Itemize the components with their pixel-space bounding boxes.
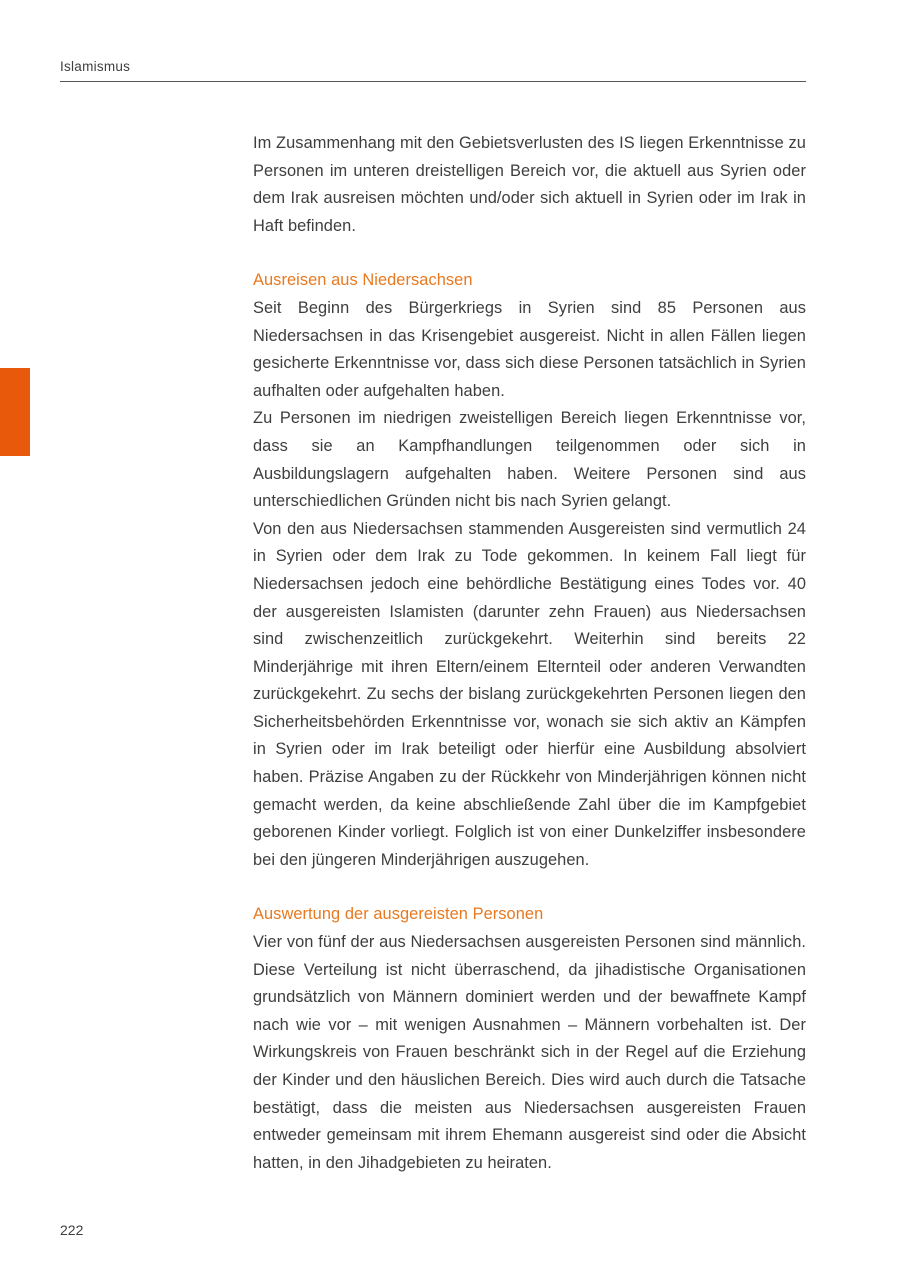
section-heading-auswertung: Auswertung der ausgereisten Personen	[253, 905, 544, 924]
running-header: Islamismus	[60, 59, 131, 74]
header-rule	[60, 81, 806, 82]
intro-paragraph: Im Zusammenhang mit den Gebietsverlusten des IS liegen Erkenntnisse zu Personen im unteren dreistelligen Bereich vor, die aktuell aus Syrien oder dem Irak ausreisen möchten und/oder sich aktuell in Syrien oder im Irak in Haft befinden.	[253, 134, 806, 235]
page-number: 222	[60, 1222, 84, 1238]
paragraph: Seit Beginn des Bürgerkriegs in Syrien sind 85 Personen aus Niedersachsen in das Krisengebiet ausgereist. Nicht in allen Fällen liegen gesicherte Erkenntnisse vor, dass sich diese Personen tatsächlich in Syrien aufhalten oder aufgehalten haben.	[253, 298, 806, 400]
body-column	[253, 130, 806, 1177]
paragraph: Vier von fünf der aus Niedersachsen ausgereisten Personen sind männlich. Diese Verteilung ist nicht überraschend, da jihadistische Organisationen grundsätzlich von Männern dominiert werden und der bewaffnete Kampf nach wie vor – mit wenigen Ausnahmen – Männern vorbehalten ist. Der Wirkungskreis von Frauen beschränkt sich in der Regel auf die Erziehung der Kinder und den häuslichen Bereich. Dies wird auch durch die Tatsache bestätigt, dass die meisten aus Niedersachsen ausgereisten Frauen entweder gemeinsam mit ihrem Ehemann ausgereist sind oder die Absicht hatten, in den Jihadgebieten zu heiraten.	[253, 933, 806, 1172]
paragraph: Von den aus Niedersachsen stammenden Ausgereisten sind vermutlich 24 in Syrien oder dem Irak zu Tode gekommen. In keinem Fall liegt für Niedersachsen jedoch eine behördliche Bestätigung eines Todes vor. 40 der ausgereisten Islamisten (darunter zehn Frauen) aus Niedersachsen sind zwischenzeitlich zurückgekehrt. Weiterhin sind bereits 22 Minderjährige mit ihren Eltern/einem Elternteil oder anderen Verwandten zurückgekehrt. Zu sechs der bislang zurückgekehrten Personen liegen den Sicherheitsbehörden Erkenntnisse vor, wonach sie sich aktiv an Kämpfen in Syrien oder im Irak beteiligt oder hierfür eine Ausbildung absolviert haben. Präzise Angaben zu der Rückkehr von Minderjährigen können nicht gemacht werden, da keine abschließende Zahl über die im Kampfgebiet geborenen Kinder vorliegt. Folglich ist von einer Dunkelziffer insbesondere bei den jüngeren Minderjährigen auszugehen.	[253, 519, 806, 869]
section-heading-ausreisen: Ausreisen aus Niedersachsen	[253, 271, 473, 290]
paragraph: Zu Personen im niedrigen zweistelligen Bereich liegen Erkenntnisse vor, dass sie an Kampfhandlungen teilgenommen oder sich in Ausbildungslagern aufgehalten haben. Weitere Personen sind aus unterschiedlichen Gründen nicht bis nach Syrien gelangt.	[253, 409, 806, 511]
margin-accent-block	[0, 368, 30, 456]
